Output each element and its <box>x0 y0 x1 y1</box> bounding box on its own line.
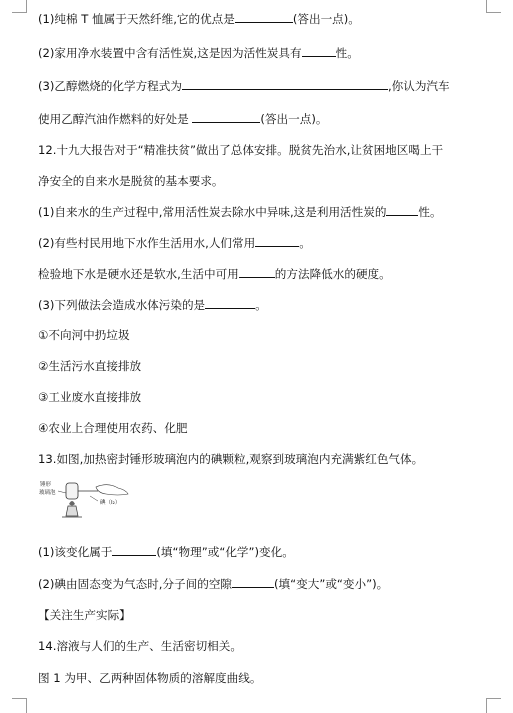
option-2: ②生活污水直接排放 <box>38 359 142 373</box>
figure-label-iodine: 碘（I₂） <box>100 500 121 506</box>
q12-stem-text1: 12.十九大报告对于“精准扶贫”做出了总体安排。脱贫先治水,让贫困地区喝上干 <box>38 143 444 157</box>
option-4: ④农业上合理使用农药、化肥 <box>38 421 188 435</box>
q12-part2-suffix: 。 <box>299 236 311 250</box>
q13-part2-note: (填“变大”或“变小”)。 <box>274 577 389 591</box>
q13-stem: 13.如图,加热密封锤形玻璃泡内的碘颗粒,观察到玻璃泡内充满紫红色气体。 <box>38 452 424 466</box>
answer-blank <box>239 266 275 278</box>
q11-part3-cont <box>38 111 327 127</box>
q13-part2-text: (2)碘由固态变为气态时,分子间的空隙 <box>38 577 233 591</box>
answer-blank <box>192 111 260 123</box>
q13-part1-note: (填“物理”或“化学”)变化。 <box>156 545 294 559</box>
q11-part2-suffix: 性。 <box>335 46 359 60</box>
q11-part1-note: (答出一点)。 <box>292 12 360 26</box>
q12-stem-line1 <box>38 142 443 158</box>
answer-blank <box>235 11 293 23</box>
hand-holder <box>96 485 128 495</box>
q13-part2 <box>38 576 388 592</box>
q11-part1-text: (1)纯棉 T 恤属于天然纤维,它的优点是 <box>38 12 235 26</box>
crop-mark-top-left <box>12 0 27 13</box>
answer-blank <box>232 576 274 588</box>
q11-part3-cont-text: 使用乙醇汽油作燃料的好处是 <box>38 112 189 126</box>
q12-part2-cont-text: 检验地下水是硬水还是软水,生活中可用 <box>38 267 239 281</box>
q12-stem-text2: 净安全的自来水是脱贫的基本要求。 <box>38 174 224 188</box>
flame <box>69 501 75 506</box>
glass-bulb <box>66 483 78 499</box>
q12-part1-text: (1)自来水的生产过程中,常用活性炭去除水中异味,这是利用活性炭的 <box>38 205 387 219</box>
q11-part3-suffix: ,你认为汽车 <box>387 79 450 93</box>
answer-blank <box>182 78 388 90</box>
q14-figure-caption: 图 1 为甲、乙两种固体物质的溶解度曲线。 <box>38 671 262 685</box>
q12-part3-suffix: 。 <box>255 298 267 312</box>
answer-blank <box>112 544 156 556</box>
q11-part3-text: (3)乙醇燃烧的化学方程式为 <box>38 79 182 93</box>
figure-label-bulb1: 锤形 <box>40 482 52 488</box>
q11-part2 <box>38 45 359 61</box>
figure-label-bulb2: 玻璃泡 <box>39 490 56 496</box>
q11-part1 <box>38 11 360 27</box>
q12-part3-text: (3)下列做法会造成水体污染的是 <box>38 298 206 312</box>
q11-part3-note: (答出一点)。 <box>260 112 328 126</box>
q12-part3 <box>38 297 267 313</box>
answer-blank <box>386 204 418 216</box>
alcohol-lamp <box>66 506 78 516</box>
q12-part2-cont <box>38 266 391 282</box>
q11-part3 <box>38 78 450 94</box>
q13-part1-text: (1)该变化属于 <box>38 545 113 559</box>
crop-mark-top-right <box>486 0 501 13</box>
q12-part2 <box>38 235 311 251</box>
answer-blank <box>255 235 299 247</box>
iodine-heating-figure <box>38 478 150 530</box>
q13-part1 <box>38 544 294 560</box>
q14-stem: 14.溶液与人们的生产、生活密切相关。 <box>38 639 242 653</box>
option-3: ③工业废水直接排放 <box>38 390 142 404</box>
option-1: ①不向河中扔垃圾 <box>38 328 130 342</box>
q12-part2-text: (2)有些村民用地下水作生活用水,人们常用 <box>38 236 256 250</box>
q12-part1 <box>38 204 442 220</box>
answer-blank <box>205 297 255 309</box>
q12-part1-suffix: 性。 <box>418 205 442 219</box>
section-heading: 【关注生产实际】 <box>38 608 131 622</box>
q11-part2-text: (2)家用净水装置中含有活性炭,这是因为活性炭具有 <box>38 46 302 60</box>
answer-blank <box>302 45 336 57</box>
q12-stem-line2 <box>38 173 224 189</box>
q12-part2-cont-suffix: 的方法降低水的硬度。 <box>274 267 391 281</box>
